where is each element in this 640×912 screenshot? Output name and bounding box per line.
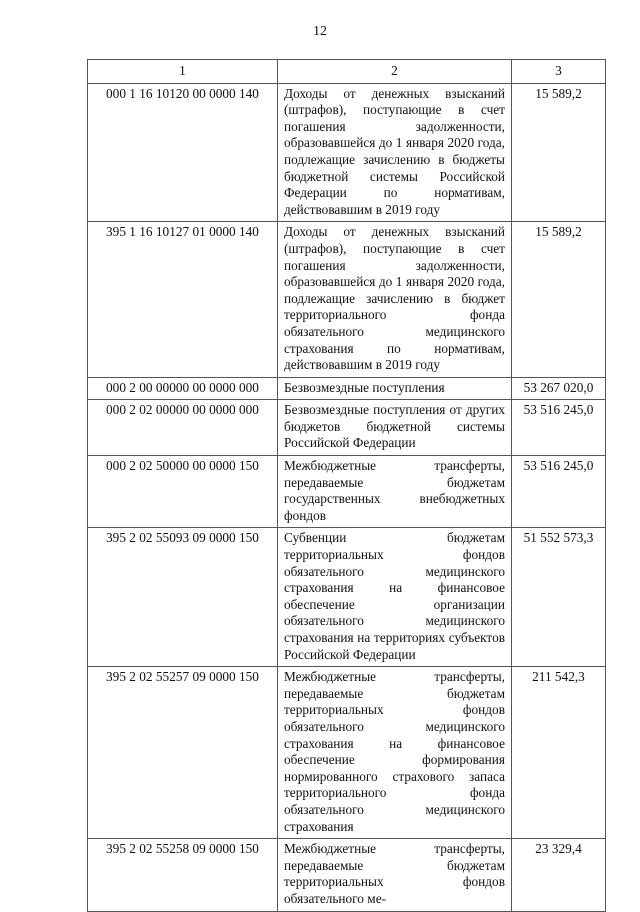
revenue-amount: 53 516 245,0 [512,400,606,456]
revenue-amount: 53 516 245,0 [512,456,606,528]
revenue-name: Доходы от денежных взысканий (штрафов), поступающие в счет погашения задолженности, образовавшейся до 1 января 2020 года, подлежащие зачислению в бюджеты бюджетной системы Российской Федерации по нормативам, действовавшим в 2019 году [278,83,512,222]
column-header-name: 2 [278,60,512,84]
revenue-amount: 15 589,2 [512,222,606,377]
table-row [88,222,606,377]
table-row [88,377,606,400]
table-row [88,528,606,667]
revenue-amount: 15 589,2 [512,83,606,222]
table-row [88,400,606,456]
revenue-name: Межбюджетные трансферты, передаваемые бюджетам территориальных фондов обязательного медицинского страхования на финансовое обеспечение формирования нормированного страхового запаса территориального фонда обязательного медицинского страхования [278,667,512,839]
budget-code: 395 2 02 55093 09 0000 150 [88,528,278,667]
revenue-name: Межбюджетные трансферты, передаваемые бюджетам территориальных фондов обязательного ме- [278,839,512,911]
page-number: 12 [313,24,327,39]
revenue-name: Межбюджетные трансферты, передаваемые бюджетам государственных внебюджетных фондов [278,456,512,528]
table-header-row [88,60,606,84]
table-row [88,456,606,528]
revenue-amount: 51 552 573,3 [512,528,606,667]
budget-code: 395 2 02 55257 09 0000 150 [88,667,278,839]
budget-code: 000 2 00 00000 00 0000 000 [88,377,278,400]
revenue-table [87,59,606,912]
revenue-amount: 53 267 020,0 [512,377,606,400]
column-header-code: 1 [88,60,278,84]
budget-code: 000 2 02 00000 00 0000 000 [88,400,278,456]
revenue-name: Безвозмездные поступления [278,377,512,400]
table-row [88,667,606,839]
budget-code: 395 2 02 55258 09 0000 150 [88,839,278,911]
budget-code: 395 1 16 10127 01 0000 140 [88,222,278,377]
revenue-name: Доходы от денежных взысканий (штрафов), поступающие в счет погашения задолженности, образовавшейся до 1 января 2020 года, подлежащие зачислению в бюджет территориального фонда обязательного медицинского страхования по нормативам, действовавшим в 2019 году [278,222,512,377]
table-row [88,83,606,222]
budget-code: 000 1 16 10120 00 0000 140 [88,83,278,222]
revenue-amount: 23 329,4 [512,839,606,911]
table-row [88,839,606,911]
revenue-name: Безвозмездные поступления от других бюджетов бюджетной системы Российской Федерации [278,400,512,456]
revenue-amount: 211 542,3 [512,667,606,839]
revenue-name: Субвенции бюджетам территориальных фондов обязательного медицинского страхования на финансовое обеспечение организации обязательного медицинского страхования на территориях субъектов Российской Федерации [278,528,512,667]
budget-code: 000 2 02 50000 00 0000 150 [88,456,278,528]
column-header-amount: 3 [512,60,606,84]
